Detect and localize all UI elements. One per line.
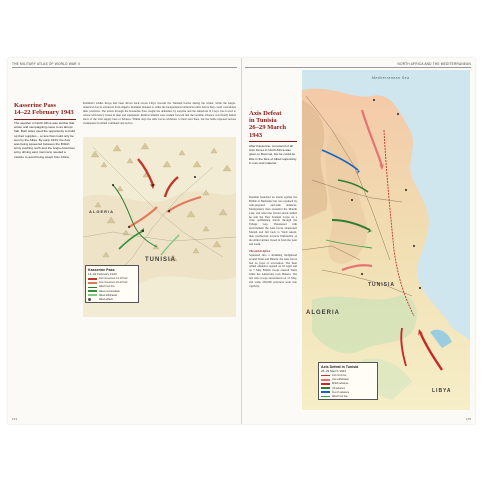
legend-item: Allied front line [99,285,115,289]
legend-swatch [88,282,97,284]
left-sidebar-rule [14,119,76,120]
legend-subtitle: 26–29 March 1943 [321,368,347,373]
right-column-para: Rommel launched an attack against the British at Medenine but was repulsed by well-prepared anti-tank defences. Montgomery then assaulted the Mareth Line, and when the frontal attack stalled he sent the New Zealand Corps on a wide outflanking march through the Tebaga Gap. Threatened with encirclement the Axis forces abandoned Mareth and fell back to Wadi Akarit, then northwards towards Enfidaville as the Allied armies closed in from the west and south. [249,196,297,246]
left-sidebar-body: The weather in North Africa was terrible that winter and campaigning came to an abrupt halt. Both sides used the opportunity to build up their supplies – a race that could only be won by the Allies. By early 1943, the Axis was being squeezed between the British Army pushing north and the Anglo-American army driving east; Germany needed a miracle to avoid being swept from Africa. [14,121,75,159]
legend-swatch [321,379,330,381]
legend-item: Axis movement 19–22 Feb [86,281,138,285]
right-column-text [249,196,297,318]
kasserine-map [83,137,236,317]
legend-swatch [321,375,330,376]
left-title-line: 14–22 February 1943 [14,109,74,117]
right-subhead: The end in Africa [249,248,271,253]
right-title-line: Axis Defeat [249,110,282,117]
left-header-rule [12,67,237,68]
map-legend [318,362,378,400]
legend-title: Kasserine Pass [88,267,115,272]
legend-swatch [321,383,330,385]
map-sea-label: Mediterranean Sea [372,76,410,80]
legend-item: Axis movement 14–18 Feb [86,277,138,281]
legend-swatch [88,294,97,296]
left-column-text: Rommel's Afrika Korps had been driven back across Libya towards the Tunisian border during the winter, while the Anglo-American forces advanced from Algeria. Rommel planned to strike the inexperienced American units before they could consolidate their positions. The attack through the Kasserine Pass caught the defenders by surprise and the American II Corps was forced to retreat with heavy losses in men and equipment. Reinforcements were rushed forward and the German advance was finally halted short of the vital supply base at Tebessa. Within days the Axis forces withdrew to their start lines, but the battle exposed serious weaknesses in Allied command and tactics. [83,102,236,125]
right-sidebar-rule [249,141,297,142]
left-folio: 174 [12,417,18,421]
legend-swatch [321,396,330,397]
map-country-label: TUNISIA [368,282,395,288]
book-spread [8,58,475,424]
airfield-icon [88,298,91,301]
legend-item: French advance [319,390,377,394]
right-title-line: 1943 [249,131,263,139]
legend-swatch [321,391,330,393]
right-sidebar-title [249,110,299,139]
legend-swatch [88,278,97,280]
legend-item: British advance [319,382,377,386]
legend-item: Allied airfield [86,297,138,301]
map-east-label: LIBYA [432,388,452,394]
legend-subtitle: 14–22 February 1943 [88,271,117,276]
left-sidebar-title [14,102,78,116]
right-header-rule [245,67,471,68]
map-legend [85,265,139,303]
right-folio: 175 [465,417,471,421]
legend-swatch [88,287,97,288]
right-title-line: 26–29 March [249,124,287,132]
right-column-para: Squeezed into a shrinking bridgehead around Tunis and Bizerta, the Axis forces had no hope of evacuation. The final Allied offensive opened on 22 April and on 7 May British troops entered Tunis while the Americans took Bizerta. The last Axis troops surrendered on 13 May, and some 250,000 prisoners went into captivity. [249,252,297,288]
legend-item: US advance [319,386,377,390]
legend-swatch [88,290,97,292]
legend-item: Axis withdrawal [319,378,377,382]
left-running-head: THE MILITARY ATLAS OF WORLD WAR II [12,62,80,66]
legend-item: Allied front line [332,395,348,399]
tunisia-map-graphic [302,70,470,410]
map-west-label: ALGERIA [89,209,114,214]
tunisia-map [302,70,470,410]
legend-item: Allied withdrawal [86,293,138,297]
gutter [241,58,242,424]
map-country-label: TUNISIA [145,257,176,263]
legend-item: Axis front line [332,374,347,378]
legend-title: Axis Defeat in Tunisia [321,364,359,369]
right-title-line: in Tunisia [249,117,277,125]
map-west-label: ALGERIA [306,310,340,316]
left-title-line: Kasserine Pass [14,102,56,109]
legend-swatch [321,387,330,389]
right-running-head: NORTH AFRICA AND THE MEDITERRANEAN [397,62,471,66]
right-sidebar-body: After Kasserine, command of all Axis forces in North Africa was given to Rommel, but he could do little in the face of Allied superiority in men and materiel. [249,144,297,165]
legend-item: Allied counterattack [86,289,138,293]
